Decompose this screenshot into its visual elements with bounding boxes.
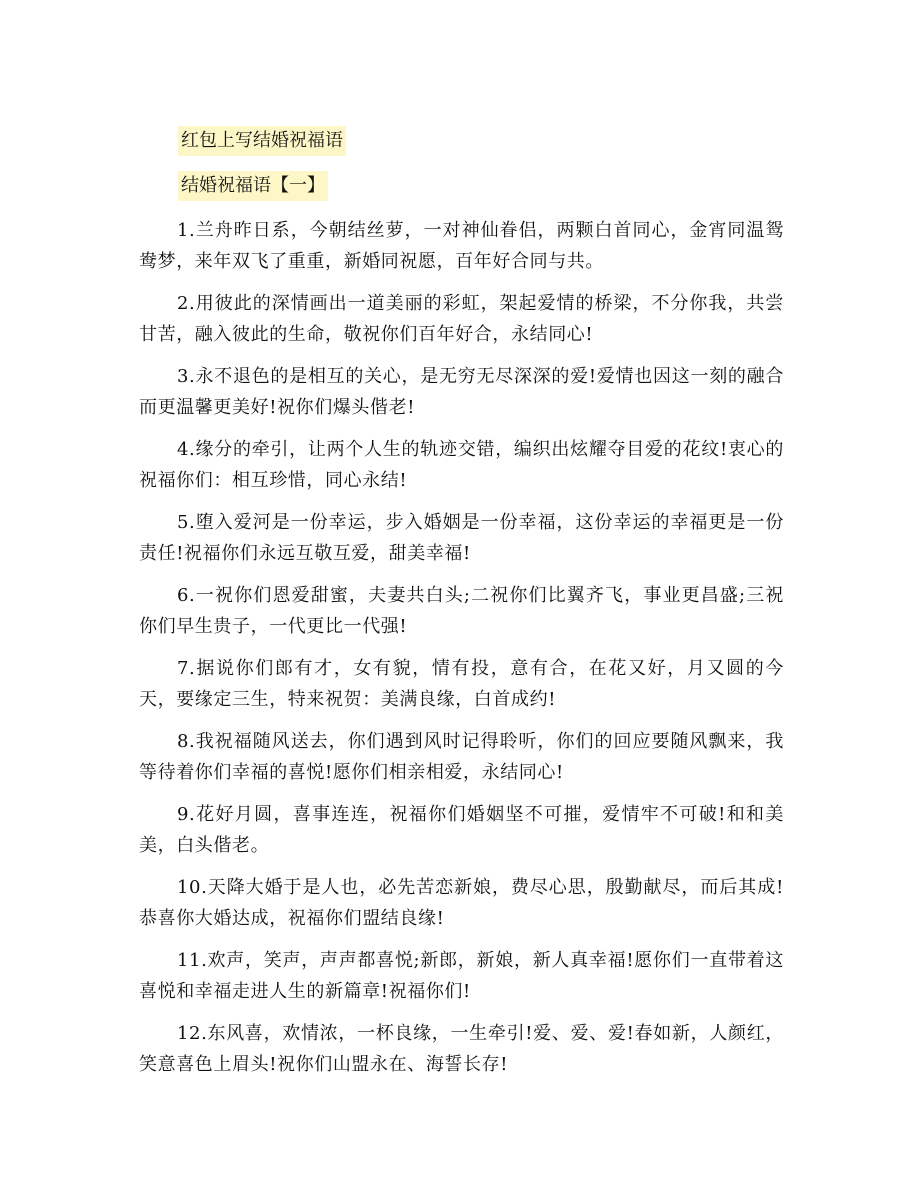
list-item: 1.兰舟昨日系，今朝结丝萝，一对神仙眷侣，两颗白首同心，金宵同温鸳鸯梦，来年双飞了重重，新婚同祝愿，百年好合同与共。 — [139, 220, 784, 272]
list-item: 3.永不退色的是相互的关心，是无穷无尽深深的爱!爱情也因这一刻的融合而更温馨更美好!祝你们爆头偕老! — [139, 366, 784, 418]
list-item: 7.据说你们郎有才，女有貌，情有投，意有合，在花又好，月又圆的今天，要缘定三生，特来祝贺：美满良缘，白首成约! — [139, 658, 784, 710]
list-item: 10.天降大婚于是人也，必先苦恋新娘，费尽心思，殷勤献尽，而后其成!恭喜你大婚达成，祝福你们盟结良缘! — [139, 877, 784, 929]
list-item: 8.我祝福随风送去，你们遇到风时记得聆听，你们的回应要随风飘来，我等待着你们幸福的喜悦!愿你们相亲相爱，永结同心! — [139, 731, 784, 783]
list-item: 6.一祝你们恩爱甜蜜，夫妻共白头;二祝你们比翼齐飞，事业更昌盛;三祝你们早生贵子，一代更比一代强! — [139, 585, 784, 637]
list-item: 9.花好月圆，喜事连连，祝福你们婚姻坚不可摧，爱情牢不可破!和和美美，白头偕老。 — [139, 804, 784, 856]
list-item: 2.用彼此的深情画出一道美丽的彩虹，架起爱情的桥梁，不分你我，共尝甘苦，融入彼此的生命，敬祝你们百年好合，永结同心! — [139, 293, 784, 345]
document-title: 红包上写结婚祝福语 — [178, 126, 346, 156]
section-heading: 结婚祝福语【一】 — [178, 171, 328, 201]
list-item: 4.缘分的牵引，让两个人生的轨迹交错，编织出炫耀夺目爱的花纹!衷心的祝福你们：相互珍惜，同心永结! — [139, 439, 784, 491]
blessing-list — [139, 215, 784, 1091]
list-item: 11.欢声，笑声，声声都喜悦;新郎，新娘，新人真幸福!愿你们一直带着这喜悦和幸福走进人生的新篇章!祝福你们! — [139, 950, 784, 1002]
list-item: 12.东风喜，欢情浓，一杯良缘，一生牵引!爱、爱、爱!春如新，人颜红，笑意喜色上眉头!祝你们山盟永在、海誓长存! — [139, 1023, 784, 1075]
list-item: 5.堕入爱河是一份幸运，步入婚姻是一份幸福，这份幸运的幸福更是一份责任!祝福你们永远互敬互爱，甜美幸福! — [139, 512, 784, 564]
